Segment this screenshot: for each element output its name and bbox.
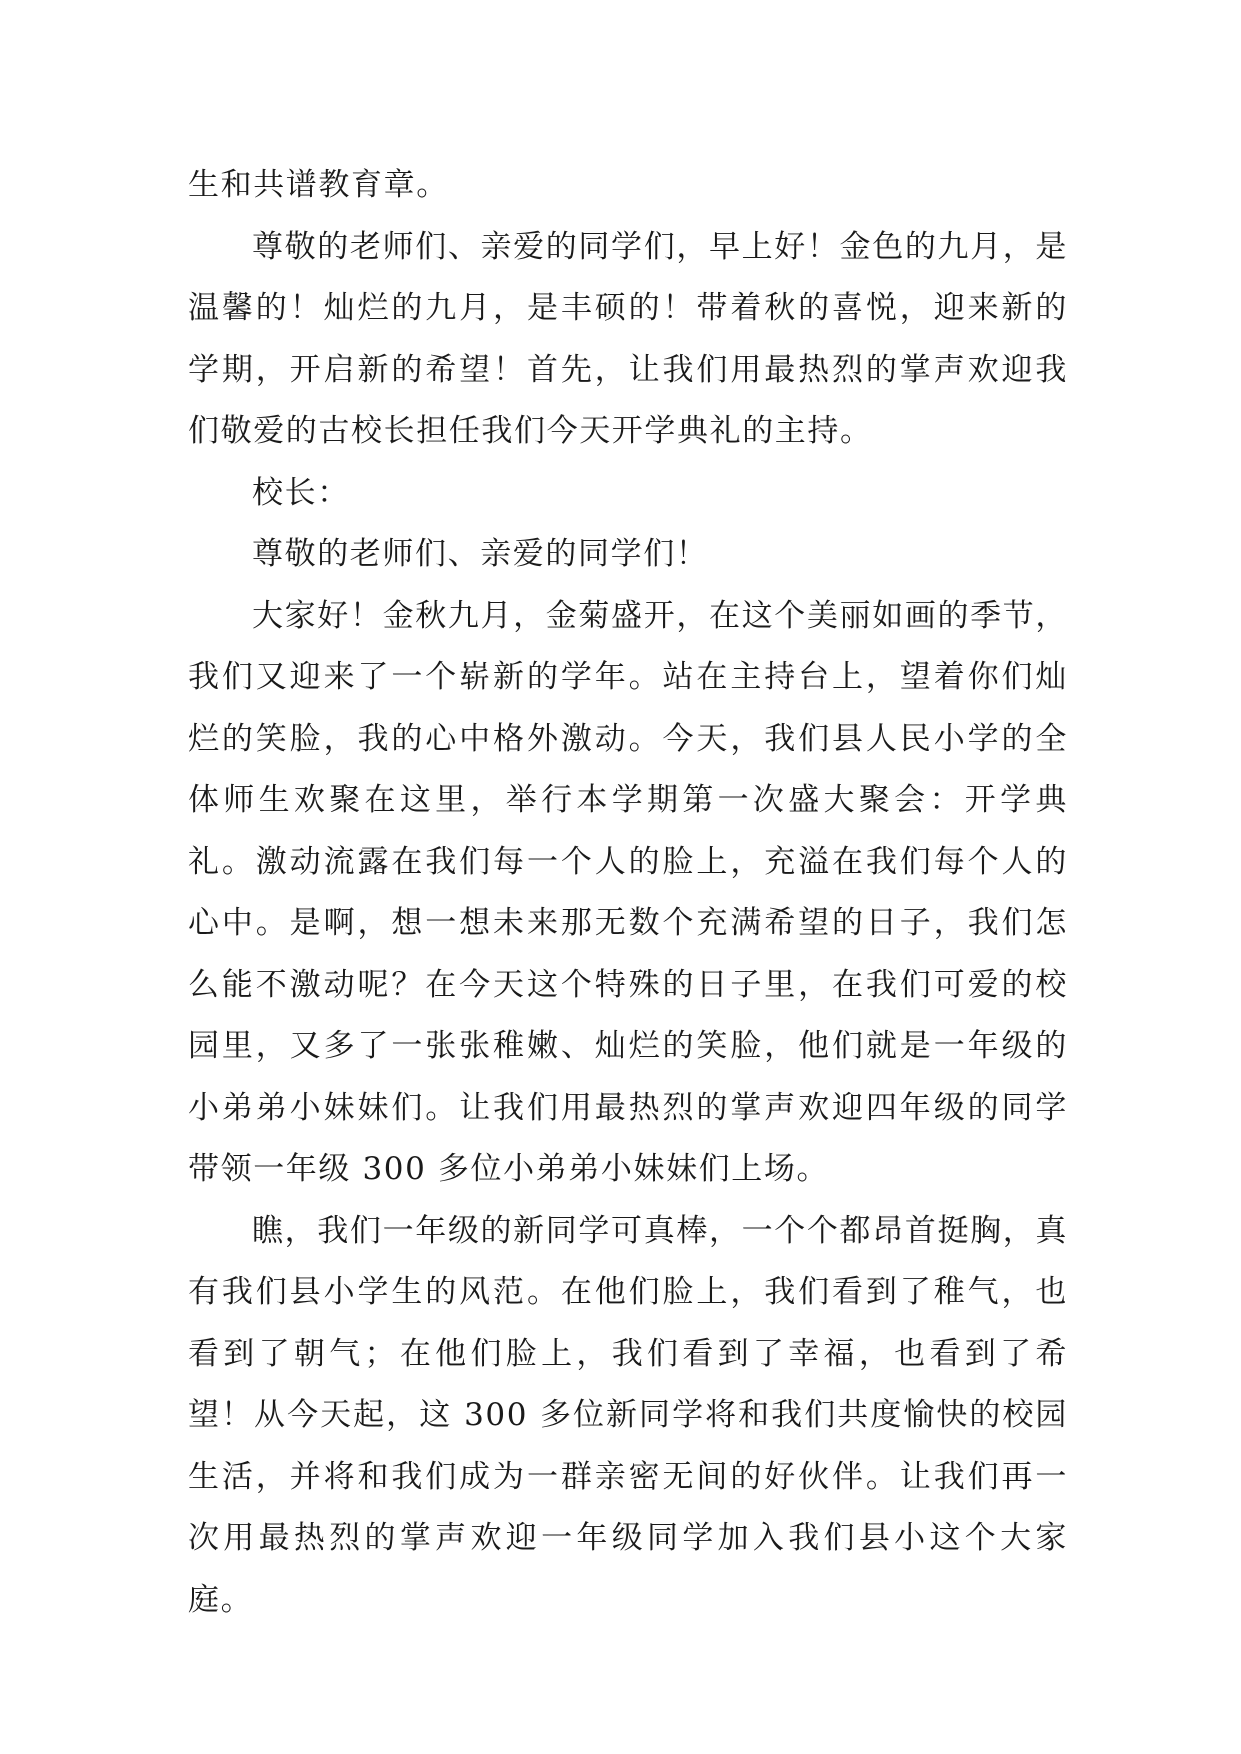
paragraph-continuation: 生和共谱教育章。 [188, 167, 449, 203]
paragraph-welcome-speech: 大家好！金秋九月，金菊盛开，在这个美丽如画的季节，我们又迎来了一个崭新的学年。站在主持台上，望着你们灿烂的笑脸，我的心中格外激动。今天，我们县人民小学的全体师生欢聚在这里，举行本学期第一次盛大聚会：开学典礼。激动流露在我们每一个人的脸上，充溢在我们每个人的心中。是啊，想一想未来那无数个充满希望的日子，我们怎么能不激动呢？在今天这个特殊的日子里，在我们可爱的校园里，又多了一张张稚嫩、灿烂的笑脸，他们就是一年级的小弟弟小妹妹们。让我们用最热烈的掌声欢迎四年级的同学带领一年级 300 多位小弟弟小妹妹们上场。 [188, 597, 1068, 1187]
paragraph-opening-greeting: 尊敬的老师们、亲爱的同学们，早上好！金色的九月，是温馨的！灿烂的九月，是丰硕的！带着秋的喜悦，迎来新的学期，开启新的希望！首先，让我们用最热烈的掌声欢迎我们敬爱的古校长担任我们今天开学典礼的主持。 [188, 228, 1068, 449]
paragraph-speaker-label: 校长： [252, 474, 350, 511]
paragraph-new-students: 瞧，我们一年级的新同学可真棒，一个个都昂首挺胸，真有我们县小学生的风范。在他们脸上，我们看到了稚气，也看到了朝气；在他们脸上，我们看到了幸福，也看到了希望！从今天起，这 300 多位新同学将和我们共度愉快的校园生活，并将和我们成为一群亲密无间的好伙伴。让我们再一次用最热烈的掌声欢迎一年级同学加入我们县小这个大家庭。 [188, 1212, 1068, 1618]
paragraph-salutation: 尊敬的老师们、亲爱的同学们！ [252, 536, 709, 572]
document-body [188, 155, 1068, 1631]
